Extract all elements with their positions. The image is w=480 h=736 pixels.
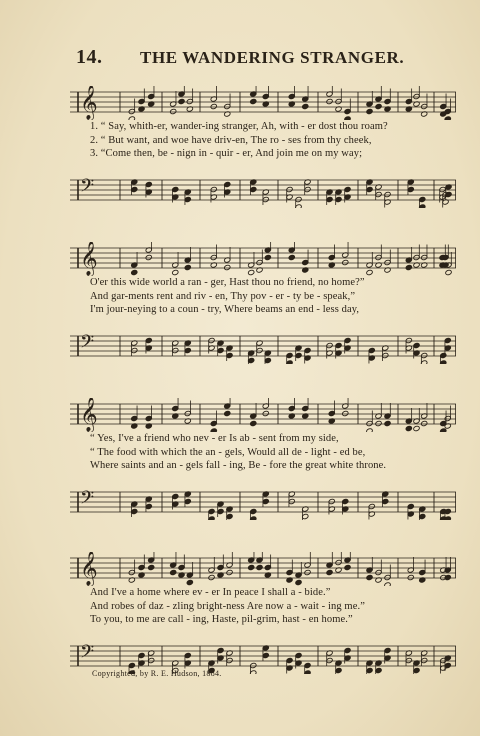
note-head [405,264,412,270]
note-head [250,98,257,104]
note-head [295,579,302,585]
bass-clef-icon: 𝄢 [80,488,95,513]
bass-staff-svg [70,330,456,364]
note-head [250,420,257,426]
note-head [131,269,138,275]
bass-staff [70,486,456,520]
treble-staff [70,552,456,586]
hymn-header [76,46,416,72]
note-head [226,569,233,575]
note-head [172,269,179,275]
note-head [407,574,414,580]
note-head [413,425,420,431]
bass-staff-svg [70,174,456,208]
note-head [342,410,349,416]
lyric-line: “ The food with which the an - gels, Would all de - light - ed be, [90,446,366,458]
bass-clef-icon: 𝄢 [80,332,95,357]
note-head [256,564,263,570]
note-head [405,425,412,431]
note-head [375,420,382,426]
bass-staff [70,330,456,364]
lyric-line: I'm jour-neying to a coun - try, Where beams an end - less day, [90,304,360,315]
lyric-line: O'er this wide world a ran - ger, Hast thou no friend, no home?” [90,277,365,288]
lyrics-block [90,120,446,161]
bass-staff [70,174,456,208]
note-head [384,420,391,426]
lyric-line: And gar-ments rent and riv - en, Thy pov - er - ty be - speak,” [90,290,356,302]
note-head [445,269,452,275]
note-head [344,564,351,570]
lyric-line: “ Yes, I've a friend who nev - er Is ab - sent from my side, [90,433,339,444]
note-head [326,569,333,575]
note-head [264,254,271,260]
note-head [210,103,217,109]
note-head [366,108,373,114]
note-head [178,98,185,104]
note-head [375,103,382,109]
note-head [262,410,269,416]
lyrics-block [90,276,446,317]
treble-clef-icon: 𝄞 [80,552,98,586]
lyric-line: Where saints and an - gels fall - ing, Be - fore the great white throne. [90,460,387,471]
note-head [145,254,152,260]
treble-staff-svg [70,242,456,276]
note-head [208,574,215,580]
treble-staff-svg [70,552,456,586]
treble-clef-icon: 𝄞 [80,86,98,120]
lyric-line: And robes of daz - zling bright-ness Are now a - wait - ing me.” [90,600,365,612]
note-head [184,264,191,270]
note-head [366,269,373,275]
hymn-title: THE WANDERING STRANGER. [140,48,405,67]
bass-clef-icon: 𝄢 [80,176,95,201]
hymn-number: 14. [76,46,103,68]
bass-staff-svg [70,486,456,520]
note-head [421,420,428,426]
note-head [366,574,373,580]
treble-staff-svg [70,398,456,432]
lyric-line: 3. “Come then, be - nign in - quir - er, And join me on my way; [90,148,363,159]
note-head [224,410,231,416]
note-head [342,259,349,265]
treble-clef-icon: 𝄞 [80,242,98,276]
note-head [148,564,155,570]
treble-staff [70,242,456,276]
note-head [248,269,255,275]
treble-staff-svg [70,86,456,120]
treble-staff [70,398,456,432]
treble-clef-icon: 𝄞 [80,398,98,432]
lyrics-block [90,432,446,473]
note-head [170,108,177,114]
note-head [288,254,295,260]
note-head [170,569,177,575]
lyrics-block [90,586,446,627]
bass-clef-icon: 𝄢 [80,642,95,667]
note-head [304,569,311,575]
note-head [186,579,193,585]
lyric-line: And I've a home where ev - er In peace I shall a - bide.” [90,587,331,598]
lyric-line: 2. “ But want, and woe have driv-en, The ro - ses from thy cheek, [90,134,372,146]
note-head [302,103,309,109]
treble-staff [70,86,456,120]
lyric-line: To you, to me are call - ing, Haste, pil-grim, hast - en home.” [90,614,353,625]
note-head [224,264,231,270]
copyright-notice: Copyrighted, by R. E. Hudson, 1884. [92,669,222,678]
note-head [326,98,333,104]
note-head [248,564,255,570]
lyric-line: 1. “ Say, whith-er, wander-ing stranger, Ah, with - er dost thou roam? [90,121,388,132]
